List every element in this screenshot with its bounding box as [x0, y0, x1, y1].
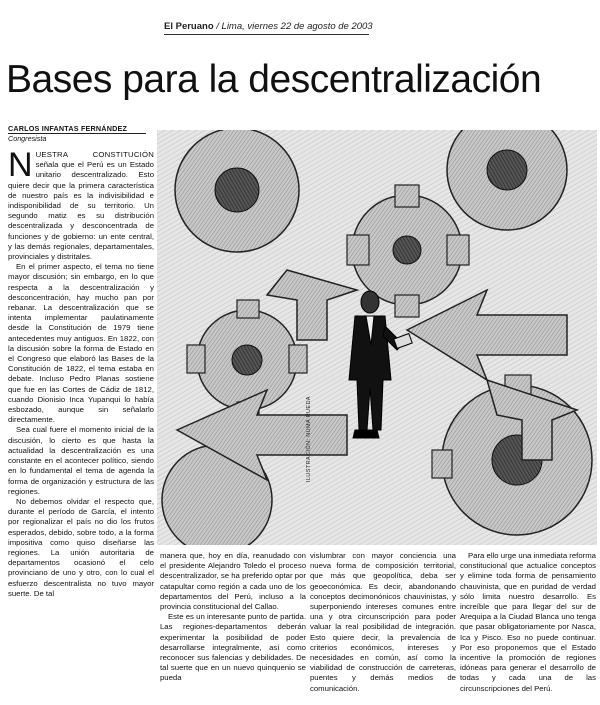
masthead [0, 20, 600, 38]
illustration-credit: ILUSTRACIÓN: NUMA RUEDA [306, 396, 312, 482]
paragraph: No debemos olvidar el respecto que, durante el período de García, el intento por regionalizar el país no dio los frutos esperados, debido, sobre todo, a la forma impositiva como quiso diseñarse las regiones. La unión autoritaria de departamentos ocasionó el celo provinciano de uno y otro, con lo cual el esfuerzo descentralista no tuvo mayor suerte. De tal [8, 496, 154, 598]
paragraph: manera que, hoy en día, reanudado con el presidente Alejandro Toledo el proceso descentralizador, se ha preferido optar por catapultar como región a cada uno de los departamentos del Perú, incluso a la provincia constitucional del Callao. [160, 551, 306, 612]
article-column-4 [460, 551, 596, 694]
masthead-rule [164, 34, 369, 35]
dateline: / Lima, viernes 22 de agosto de 2003 [213, 21, 373, 32]
article-column-3 [310, 551, 456, 694]
headline: Bases para la descentralización [6, 58, 542, 101]
author-role: Congresista [8, 134, 47, 143]
masthead-text [164, 21, 373, 32]
paragraph: vislumbrar con mayor conciencia una nueva forma de composición territorial, que más que geopolítica, deba ser geoeconómica. Es decir, abandonando conceptos decimonónicos chauvinistas, y superponiendo intereses comunes entre una y otra circunscripción para poder valuar la real posibilidad de integración. Esto quiere decir, la prevalencia de criterios económicos, intereses y necesidades en común, así como la viabilidad de construcción de carreteras, puentes y demás medios de comunicación. [310, 551, 456, 693]
paragraph [8, 146, 154, 262]
paragraph-text: señala que el Perú es un Estado unitario descentralizado. Esto quiere decir que la primera característica de nuestro país es la indivisibilidad e indisponibilidad de su territorio. Un segundo matiz es su distribución descentralizada y desconcentrada de funciones y de gobierno: un ente central, y las demás regionales, departamentales, provinciales y distritales. [8, 160, 154, 262]
article-column-2 [160, 551, 306, 684]
article-column-1 [8, 146, 154, 599]
paragraph: Para ello urge una inmediata reforma constitucional que actualice conceptos y elimine toda forma de pensamiento chauvinista, que en puridad de verdad sólo limita nuestro desarrollo. Es increíble que para llegar del sur de Arequipa a la Ciudad Blanca uno tenga que pasar obligatoriamente por Nasca, Ica y Pisco. Eso no puede continuar. Por eso proponemos que el Estado incentive la promoción de regiones idóneas para generar el desarrollo de todas y cada una de las circunscripciones del Perú. [460, 551, 596, 693]
paragraph: Sea cual fuere el momento inicial de la discusión, lo cierto es que hasta la actualidad la descentralización es una constante en el acontecer político, siendo en lo fundamental el tema de agenda la forma de organización y estructura de las regiones. [8, 425, 154, 496]
lead-in: UESTRA CONSTITUCIÓN [35, 150, 154, 159]
gears-illustration [157, 130, 597, 545]
paragraph: Este es un interesante punto de partida. Las regiones-departamentos deberán experimentar la posibilidad de poder desarrollarse integralmente, así como reconocer sus falencias y debilidades. De tal suerte que en un nuevo quinquenio se pueda [160, 612, 306, 683]
gears-and-arrows-icon [157, 130, 597, 545]
paragraph: En el primer aspecto, el tema no tiene mayor discusión; sin embargo, en lo que respecta a la descentralización y desconcentración, hay mucho pan por rebanar. La descentralización que se intenta implementar paulatinamente desde la Constitución de 1979 tiene antecedentes muy antiguos. En 1822, con la discusión sobre la forma de Estado en el Congreso que elaboró las Bases de la Constitución de 1822, el tema estaba en debate. Incluso Pedro Planas sostiene que fue en las Cortes de Cádiz de 1812, cuando Dionisio Inca Yupanqui lo había esbozado, aunque sin señalarlo directamente. [8, 262, 154, 425]
publication-name: El Peruano [164, 21, 214, 32]
author-name: CARLOS INFANTAS FERNÁNDEZ [8, 124, 128, 133]
dropcap: N [8, 146, 33, 184]
